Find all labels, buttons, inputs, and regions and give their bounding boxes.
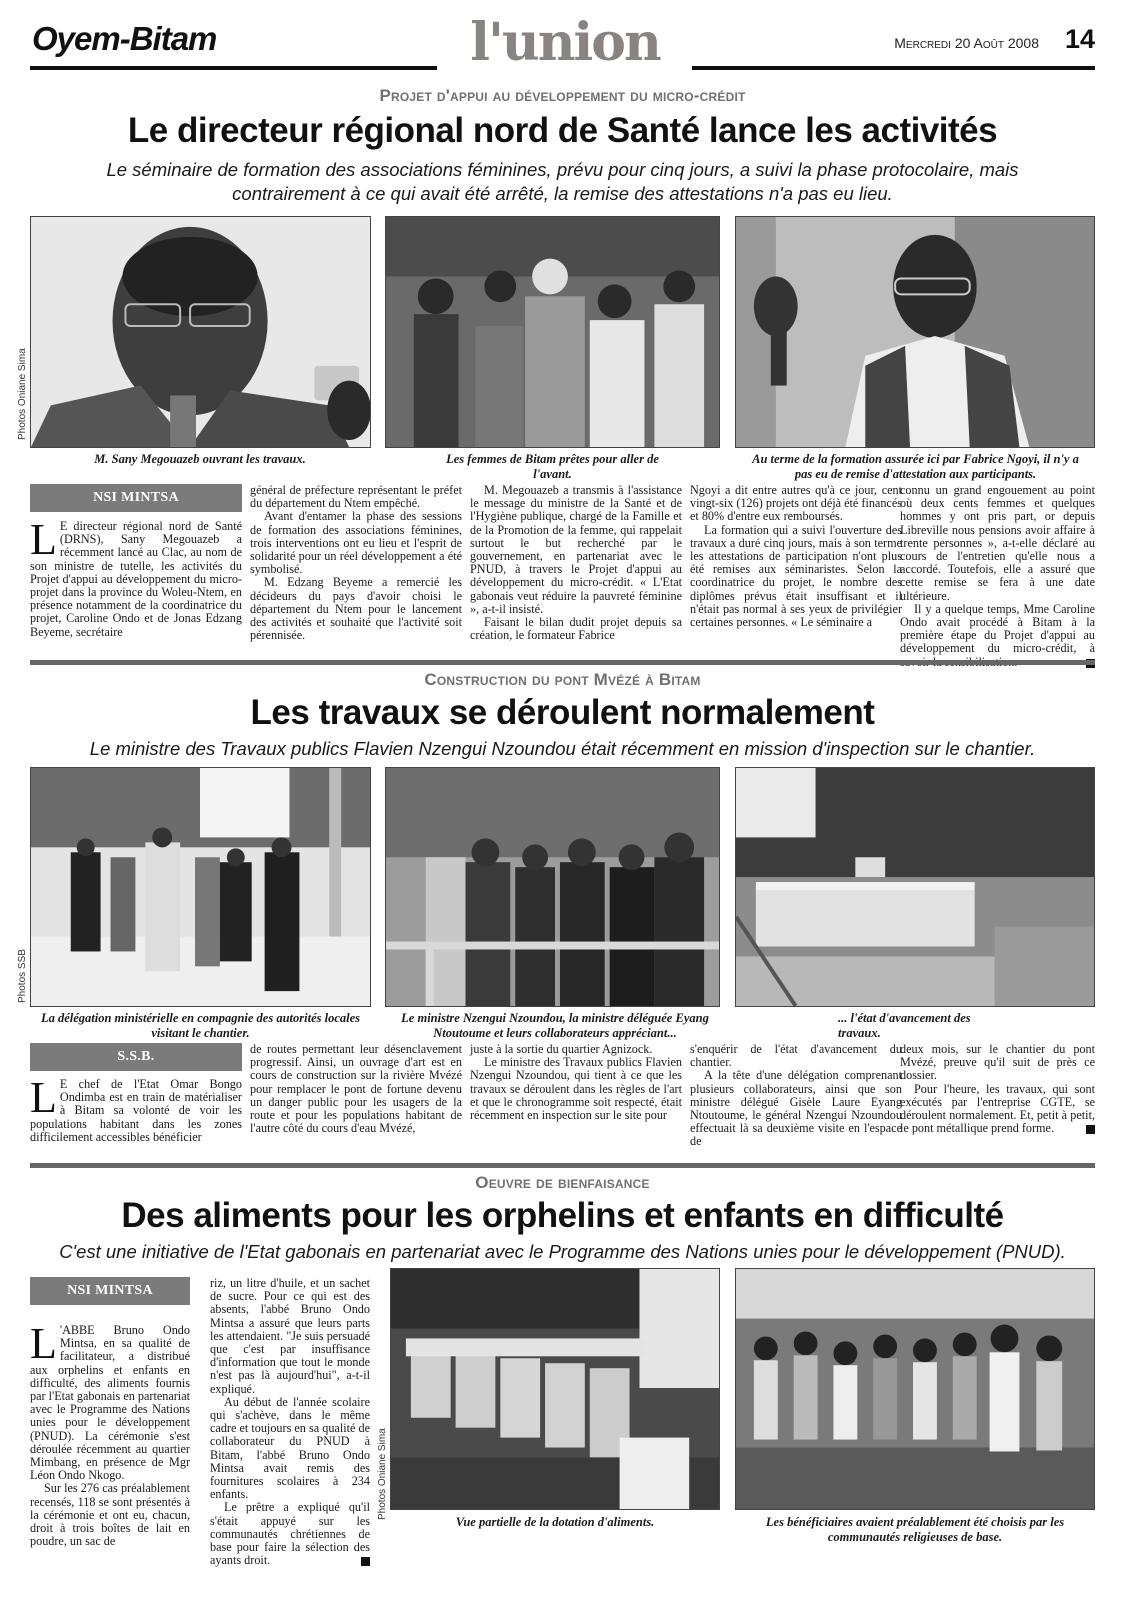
photo-caption: La délégation ministérielle en compagnie des autorités locales visitant le chantier. bbox=[40, 1011, 361, 1040]
article-headline: Des aliments pour les orphelins et enfants en difficulté bbox=[121, 1196, 1004, 1235]
article-column: L E directeur régional nord de Santé (DRNS), Sany Megouazeb a récemment lancé au Clac, au nom de son ministre de tutelle, les activités du Projet d'appui au développement du micro-projet dans la province du Woleu-Ntem, en présence notamment de la coordinatrice du projet, Caroline Ondo et de Jonas Edzang Beyeme, secrétaire bbox=[30, 515, 242, 639]
article-deck: C'est une initiative de l'Etat gabonais en partenariat avec le Programme des Nations unies pour le développement (PNUD). bbox=[59, 1241, 1066, 1262]
byline: NSI MINTSA bbox=[30, 484, 242, 512]
newspaper-logo: l'union bbox=[470, 12, 660, 73]
article-column: L 'ABBE Bruno Ondo Mintsa, en sa qualité de facilitateur, a distribué aux orphelins et enfants en difficulté, des aliments fournis par l'Etat gabonais en partenariat avec le Programme des Nations unies pour le développement (PNUD). La cérémonie s'est déroulée récemment au quartier Mimbang, en présence de Mgr Léon Ondo Nkogo. Sur les 276 cas préalablement recensés, 118 se sont présentés à la cérémonie et ont eu, chacun, droit à trois boîtes de lait en poudre, un sac de bbox=[30, 1319, 190, 1549]
photo-caption: Au terme de la formation assurée ici par Fabrice Ngoyi, il n'y a pas eu de remise d'attestation aux participants. bbox=[752, 452, 1079, 481]
photo-credit: Photos Oniane Sima bbox=[17, 348, 28, 440]
article-column: s'enquérir de l'état d'avancement du chantier. A la tête d'une délégation comprenant plusieurs collaborateurs, ainsi que son ministre délégué Gisèle Laure Eyang Ntoutoume, le général Nzengui Nzoundou effectuait là sa deuxième visite en l'espace de bbox=[690, 1042, 902, 1149]
article-column: M. Megouazeb a transmis à l'assistance le message du ministre de la Santé et de l'Hygiène publique, chargé de la Famille et de la Promotion de la femme, qui rappelait surtout le but recherché par le gouvernement, en partenariat avec le PNUD, à travers le Projet d'appui au développement du micro-crédit. « L'Etat gabonais veut réduire la pauvreté féminine », a-t-il insisté. Faisant le bilan dudit projet depuis sa création, le formateur Fabrice bbox=[470, 483, 682, 643]
photo-caption: Vue partielle de la dotation d'aliments. bbox=[455, 1515, 655, 1529]
article-column: deux mois, sur le chantier du pont Mvézé, preuve qu'il suit de près ce dossier. Pour l'heure, les travaux, qui sont exécutés par l'entreprise CGTE, se déroulent normalement. Et, petit à petit, le pont métallique prend forme. bbox=[900, 1042, 1095, 1136]
photo-caption: M. Sany Megouazeb ouvrant les travaux. bbox=[94, 452, 306, 466]
article-column: juste à la sortie du quartier Agnizock. Le ministre des Travaux publics Flavien Nzengui Nzoundou, qui tient à ce que les travaux se déroulent dans les règles de l'art et que le chronogramme soit respecté, était récemment en inspection sur le site pour bbox=[470, 1042, 682, 1123]
article-kicker: Construction du pont Mvézé à Bitam bbox=[424, 670, 701, 689]
photo-caption: ... l'état d'avancement des travaux. bbox=[838, 1011, 971, 1040]
photo-caption: Les bénéficiaires avaient préalablement été choisis par les communautés religieuses de base. bbox=[765, 1515, 1065, 1544]
drop-cap: L bbox=[30, 1319, 57, 1368]
photo-portrait-director bbox=[30, 216, 371, 448]
article-column: de routes permettant leur désenclavement progressif. Ainsi, un ouvrage d'art est en cours de construction sur la rivière Mvézé pour remplacer le pont de fortune devenu un danger public pour les usagers de la route et pour les populations habitant de l'autre côté du cours d'eau Mvézé, bbox=[250, 1042, 462, 1136]
drop-cap: L bbox=[30, 515, 57, 564]
end-of-article-mark bbox=[361, 1557, 370, 1566]
photo-children-beneficiaries bbox=[735, 1268, 1095, 1510]
article-headline: Le directeur régional nord de Santé lance les activités bbox=[127, 111, 998, 150]
photo-food-donation bbox=[390, 1268, 720, 1510]
article-column: connu un grand engouement au point où deux cents femmes et quelques hommes y ont pris part, or depuis Libreville nous pensions avoir affaire à trente personnes », a-t-elle déclaré au cours de l'entretien qu'elle nous a accordé. Toutefois, elle a assuré que cette remise se fera à une date ultérieure. Il y a quelque temps, Mme Caroline Ondo avait procédé à Bitam à la première étape du Projet d'appui au développement du micro-crédit, à bbox=[900, 484, 1095, 669]
masthead bbox=[30, 12, 1095, 73]
issue-date: Mercredi 20 Août 2008 bbox=[894, 35, 1039, 51]
photo-women-group bbox=[385, 216, 720, 448]
article-headline: Les travaux se déroulent normalement bbox=[250, 693, 875, 732]
end-of-article-mark bbox=[1086, 1125, 1095, 1134]
photo-delegation bbox=[30, 767, 371, 1007]
article-deck: Le séminaire de formation des associations féminines, prévu pour cinq jours, a suivi la phase protocolaire, mais contrairement à ce qui avait été arrêté, la remise des attestations n'a pas eu lieu. bbox=[106, 159, 1019, 204]
masthead-rule-right bbox=[692, 66, 1095, 70]
page-number: 14 bbox=[1064, 24, 1095, 54]
photo-credit: Photos SSB bbox=[17, 949, 28, 1003]
article-column: L E chef de l'Etat Omar Bongo Ondimba est en train de matérialiser à Bitam sa volonté de voir les populations habitant dans les zones difficilement accessibles bénéficier bbox=[30, 1073, 242, 1144]
photo-caption: Les femmes de Bitam prêtes pour aller de l'avant. bbox=[446, 452, 659, 481]
photo-credit: Photos Oniane Sima bbox=[377, 1428, 388, 1520]
photo-bridge-site bbox=[735, 767, 1095, 1007]
article-kicker: Oeuvre de bienfaisance bbox=[475, 1173, 650, 1192]
article-column: Ngoyi a dit entre autres qu'à ce jour, cent vingt-six (126) projets ont déjà été financés et 80% d'entre eux remboursés. La formation qui a suivi l'ouverture des travaux a duré cinq jours, mais à son terme les attestations de participation n'ont plus été remises aux séminaristes. Selon la coordinatrice du projet, le nombre des diplômes prévus était insuffisant et il n'était pas normal à ses yeux de privilégier certaines personnes. « Le séminaire a bbox=[690, 483, 902, 630]
photo-trainer bbox=[735, 216, 1095, 448]
photo-officials-railing bbox=[385, 767, 720, 1007]
byline: NSI MINTSA bbox=[30, 1277, 190, 1305]
section-name: Oyem-Bitam bbox=[32, 20, 217, 57]
section-divider bbox=[30, 660, 1095, 665]
drop-cap: L bbox=[30, 1073, 57, 1122]
section-divider bbox=[30, 1163, 1095, 1168]
photo-caption: Le ministre Nzengui Nzoundou, la ministre déléguée Eyang Ntoutoume et leurs collaborateurs appréciant... bbox=[401, 1011, 709, 1040]
article-column: riz, un litre d'huile, et un sachet de sucre. Pour ce qui est des absents, l'abbé Bruno Ondo Mintsa a assuré que leurs parts les attendaient. "Je suis persuadé que c'est par insuffisance d'information que tout le monde n'est pas là aujourd'hui", a-t-il expliqué. Au début de l'année scolaire qui s'achève, dans le même cadre et toujours en sa qualité de collaborateur du PNUD à Bitam, l'abbé Bruno Ondo Mintsa avait remis des fournitures scolaires à 234 enfants. Le prêtre a expliqué qu'il s'était appuyé sur les communautés chrétiennes de base pour faire la sélection des ayants droit. bbox=[210, 1276, 370, 1568]
article-column: général de préfecture représentant le préfet du département du Ntem empêché. Avant d'entamer la phase des sessions de formation des associations féminines, trois interventions ont eu lieu et l'esprit de solidarité pour un réel développement a été symbolisé. M. Edzang Beyeme a remercié les décideurs du pays d'avoir choisi le département du Ntem pour le lancement des activités et souhaité que l'activité soit pérennisée. bbox=[250, 483, 462, 643]
article-deck: Le ministre des Travaux publics Flavien Nzengui Nzoundou était récemment en mission d'inspection sur le chantier. bbox=[89, 738, 1036, 759]
article-kicker: Projet d'appui au développement du micro-crédit bbox=[379, 86, 746, 105]
byline: S.S.B. bbox=[30, 1043, 242, 1071]
masthead-rule-left bbox=[30, 66, 437, 70]
